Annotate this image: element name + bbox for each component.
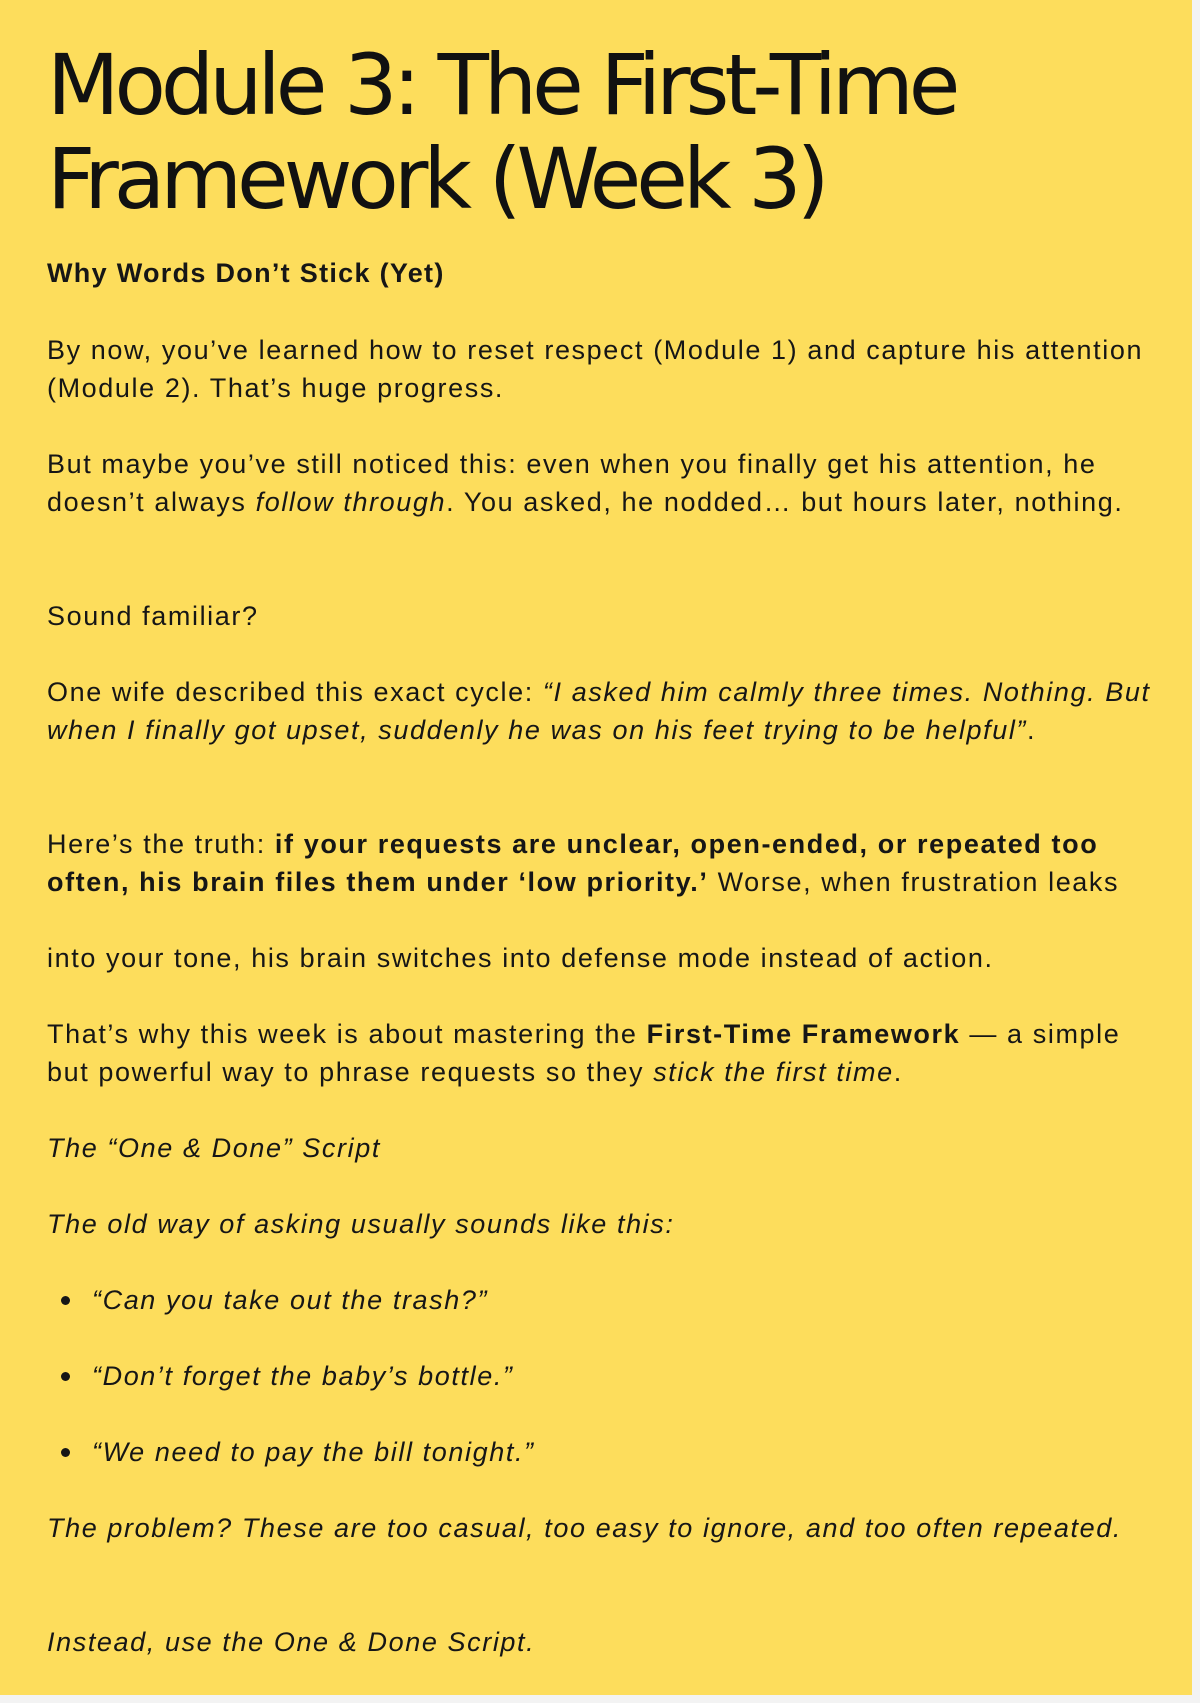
paragraph-old-way: The old way of asking usually sounds like this:	[47, 1209, 675, 1239]
list-item-text: “Can you take out the trash?”	[92, 1285, 489, 1315]
truth-intro: Here’s the truth:	[47, 829, 275, 859]
follow-through-emphasis: follow through	[255, 487, 447, 517]
framework-emphasis: stick the first time	[653, 1057, 894, 1087]
paragraph-truth	[47, 825, 1157, 901]
page-title	[47, 38, 1147, 226]
bullet-icon	[61, 1448, 70, 1457]
framework-middle: — a simple but powerful way to phrase requests so they	[47, 1019, 1121, 1087]
section-heading: Why Words Don’t Stick (Yet)	[47, 258, 445, 288]
page-bottom-margin	[0, 1695, 1200, 1703]
paragraph-instead: Instead, use the One & Done Script.	[47, 1627, 536, 1657]
paragraph-problem: The problem? These are too casual, too easy to ignore, and too often repeated.	[47, 1513, 1122, 1543]
page-title-line-1: Module 3: The First-Time	[47, 36, 956, 134]
paragraph-defense-mode: into your tone, his brain switches into defense mode instead of action.	[47, 943, 994, 973]
truth-bold-statement: if your requests are unclear, open-ended, or repeated too often, his brain files them under ‘low priority.’	[47, 829, 1099, 897]
paragraph-sound-familiar: Sound familiar?	[47, 601, 259, 631]
bullet-icon	[61, 1372, 70, 1381]
truth-end: Worse, when frustration leaks	[708, 867, 1120, 897]
paragraph-framework	[47, 1015, 1157, 1091]
bullet-icon	[61, 1296, 70, 1305]
paragraph-progress: By now, you’ve learned how to reset respect (Module 1) and capture his attention (Module 2). That’s huge progress.	[47, 335, 1144, 403]
framework-intro: That’s why this week is about mastering the	[47, 1019, 647, 1049]
script-heading: The “One & Done” Script	[47, 1133, 381, 1163]
paragraph-follow-through-start: But maybe you’ve still noticed this: even when you finally get his attention, he doesn’t always	[47, 449, 1097, 517]
paragraph-wife-quote	[47, 673, 1157, 749]
paragraph-follow-through	[47, 445, 1157, 521]
page-right-margin	[1192, 0, 1200, 1703]
wife-quote: “I asked him calmly three times. Nothing. But when I finally got upset, suddenly he was on his feet trying to be helpful”	[47, 677, 1151, 745]
list-item-text: “We need to pay the bill tonight.”	[92, 1437, 535, 1467]
page-title-line-2: Framework (Week 3)	[47, 130, 825, 228]
framework-end: .	[893, 1057, 903, 1087]
wife-quote-intro: One wife described this exact cycle:	[47, 677, 543, 707]
paragraph-follow-through-end: . You asked, he nodded… but hours later, nothing.	[446, 487, 1124, 517]
wife-quote-end: .	[1027, 715, 1037, 745]
framework-name: First-Time Framework	[646, 1019, 961, 1049]
list-item-text: “Don’t forget the baby’s bottle.”	[92, 1361, 514, 1391]
